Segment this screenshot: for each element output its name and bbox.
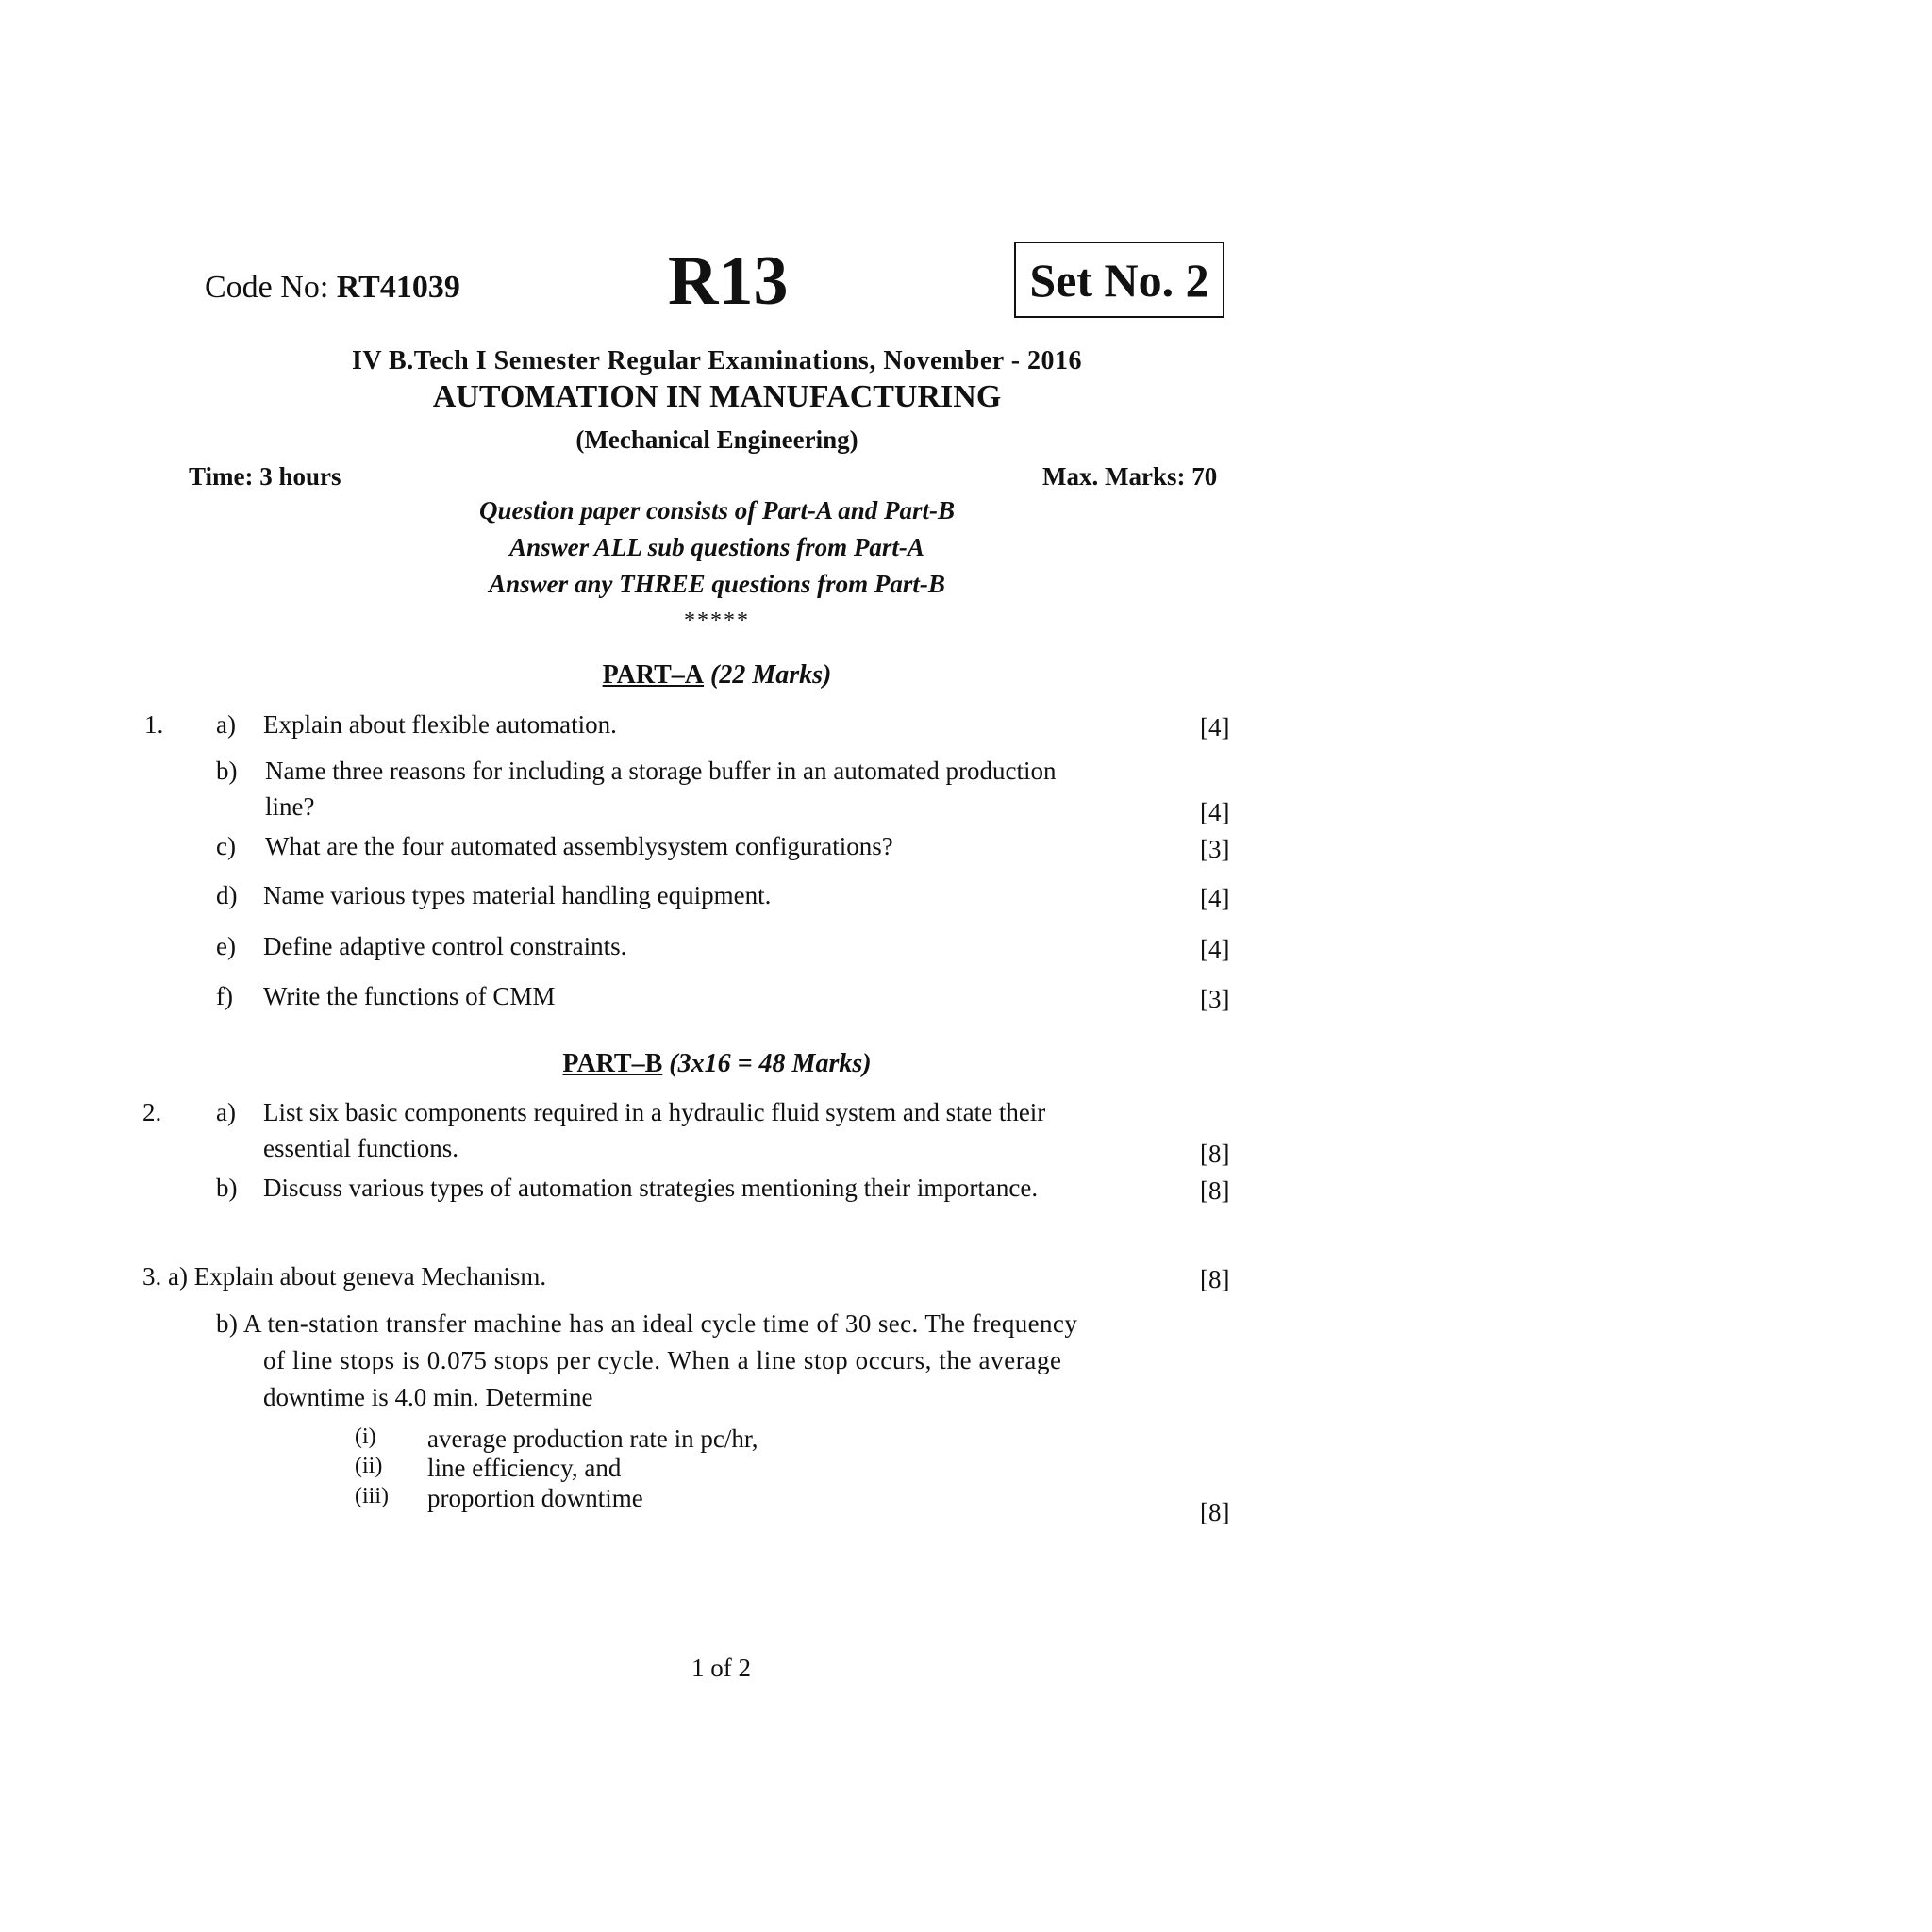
q3b-sub-3-text: proportion downtime (427, 1484, 643, 1512)
instruction-1: Question paper consists of Part-A and Part-B (478, 496, 956, 525)
question-2-number: 2. (142, 1098, 162, 1126)
q1e-text: Define adaptive control constraints. (263, 932, 627, 960)
q3b-line-2: of line stops is 0.075 stops per cycle. When a line stop occurs, the average (263, 1346, 1062, 1374)
q1b-mark: [4] (1200, 798, 1230, 826)
q3b-sub-2-text: line efficiency, and (427, 1454, 622, 1482)
page-number: 1 of 2 (691, 1654, 751, 1682)
q1b-letter: b) (216, 757, 238, 785)
q1a-mark: [4] (1200, 713, 1230, 741)
code-label: Code No: (205, 270, 337, 305)
time-allowed: Time: 3 hours (189, 462, 341, 491)
max-marks: Max. Marks: 70 (1042, 462, 1218, 491)
q1d-mark: [4] (1200, 884, 1230, 912)
q3b-sub-2-number: (ii) (355, 1454, 383, 1478)
regulation: R13 (668, 242, 789, 320)
q1b-text-line2: line? (265, 792, 315, 821)
q1d-letter: d) (216, 881, 238, 909)
q3b-sub-1-number: (i) (355, 1424, 376, 1449)
q1b-text: Name three reasons for including a storage buffer in an automated production (265, 757, 1057, 785)
q2b-letter: b) (216, 1174, 238, 1202)
q1e-mark: [4] (1200, 935, 1230, 963)
q1c-letter: c) (216, 832, 236, 860)
q2a-letter: a) (216, 1098, 236, 1126)
part-a-heading (0, 660, 1434, 691)
set-number: Set No. 2 (1029, 253, 1209, 307)
q2a-text-line2: essential functions. (263, 1134, 458, 1162)
instruction-3: Answer any THREE questions from Part-B (489, 570, 945, 598)
q1a-letter: a) (216, 710, 236, 739)
q2b-mark: [8] (1200, 1176, 1230, 1205)
q2a-mark: [8] (1200, 1140, 1230, 1168)
q1f-mark: [3] (1200, 985, 1230, 1013)
set-number-box (1014, 242, 1224, 318)
q3a-text: 3. a) Explain about geneva Mechanism. (142, 1262, 547, 1291)
exam-title: IV B.Tech I Semester Regular Examinations, November - 2016 (351, 346, 1083, 375)
q3b-sub-1-text: average production rate in pc/hr, (427, 1424, 758, 1453)
separator-stars: ***** (684, 608, 750, 633)
part-a-marks: (22 Marks) (704, 660, 832, 690)
q1d-text: Name various types material handling equipment. (263, 881, 772, 909)
q3b-mark: [8] (1200, 1498, 1230, 1526)
q1f-letter: f) (216, 982, 233, 1010)
instruction-2: Answer ALL sub questions from Part-A (509, 533, 924, 561)
part-b-label: PART–B (562, 1049, 663, 1078)
q3b-line-1: b) A ten-station transfer machine has an ideal cycle time of 30 sec. The frequency (216, 1309, 1078, 1338)
q1c-mark: [3] (1200, 835, 1230, 863)
part-b-marks: (3x16 = 48 Marks) (662, 1049, 872, 1078)
q1e-letter: e) (216, 932, 236, 960)
branch: (Mechanical Engineering) (575, 425, 858, 454)
part-b-heading (0, 1049, 1434, 1079)
part-a-label: PART–A (602, 660, 705, 690)
q2b-text: Discuss various types of automation strategies mentioning their importance. (263, 1174, 1039, 1202)
q3b-line-3: downtime is 4.0 min. Determine (263, 1383, 593, 1411)
subject-title: AUTOMATION IN MANUFACTURING (432, 379, 1002, 414)
q3b-sub-3-number: (iii) (355, 1484, 389, 1508)
code-value: RT41039 (336, 270, 460, 305)
q3a-mark: [8] (1200, 1265, 1230, 1293)
q1f-text: Write the functions of CMM (263, 982, 556, 1010)
q2a-text: List six basic components required in a hydraulic fluid system and state their (263, 1098, 1046, 1126)
code-number (205, 270, 460, 306)
q1c-text: What are the four automated assemblysystem configurations? (265, 832, 893, 860)
question-1-number: 1. (144, 710, 164, 739)
q1a-text: Explain about flexible automation. (263, 710, 617, 739)
